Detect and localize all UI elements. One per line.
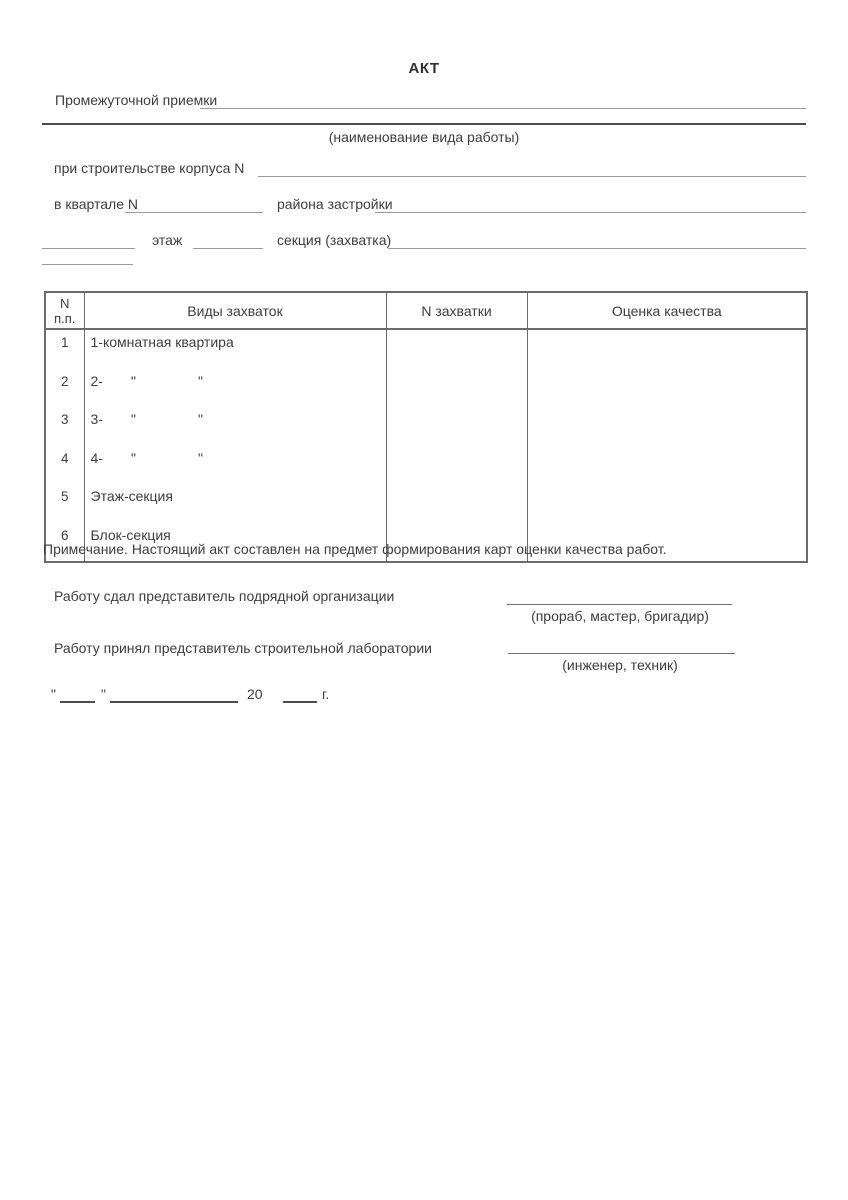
row-kind	[84, 329, 386, 369]
quarter-blank-line	[125, 212, 263, 213]
district-blank-line	[375, 212, 806, 213]
acceptance-table	[44, 291, 808, 563]
floor-number-blank-line	[42, 248, 135, 249]
building-blank-line	[258, 176, 806, 177]
row-kind-text: 1-комнатная квартира	[90, 334, 234, 350]
ditto-mark: "	[130, 411, 136, 427]
work-type-caption: (наименование вида работы)	[328, 129, 520, 145]
document-title: АКТ	[408, 60, 440, 77]
note-text: Примечание. Настоящий акт составлен на предмет формирования карт оценки качества работ.	[43, 541, 667, 557]
row-number: 5	[45, 484, 84, 523]
section-blank-line	[388, 248, 806, 249]
ditto-mark: "	[197, 372, 203, 389]
row-number: 6	[45, 523, 84, 563]
date-century-prefix: 20	[247, 686, 263, 702]
quarter-label: в квартале N	[54, 196, 138, 212]
floor-label: этаж	[152, 232, 183, 248]
date-year-suffix: г.	[322, 686, 330, 702]
acceptance-blank-line	[200, 108, 806, 109]
date-day-blank-line	[60, 701, 95, 703]
row-quality-cell	[527, 407, 807, 446]
table-row	[45, 407, 807, 446]
header-num-line2: п.п.	[54, 310, 76, 326]
ditto-mark: "	[197, 411, 203, 427]
row-zone-number-cell	[386, 329, 527, 369]
ditto-mark: "	[130, 372, 136, 389]
date-month-blank-line	[110, 701, 238, 703]
row-zone-number-cell	[386, 446, 527, 485]
work-type-blank-line	[42, 123, 806, 125]
header-num-line1: N	[60, 295, 70, 311]
date-year-blank-line	[283, 701, 317, 703]
row-number: 4	[45, 446, 84, 485]
row-kind	[84, 484, 386, 523]
row-kind-text: Этаж-секция	[90, 488, 173, 504]
row-kind-text: 3-	[90, 411, 103, 427]
row-number: 1	[45, 329, 84, 369]
row-kind	[84, 407, 386, 446]
row-quality-cell	[527, 369, 807, 408]
row-quality-cell	[527, 484, 807, 523]
acceptance-label: Промежуточной приемки	[55, 92, 218, 108]
table-row	[45, 329, 807, 369]
row-kind-text: 4-	[90, 449, 103, 466]
row-zone-number-cell	[386, 369, 527, 408]
section-label: секция (захватка)	[277, 232, 392, 248]
row-zone-number-cell	[386, 484, 527, 523]
district-label: района застройки	[277, 196, 393, 212]
row-kind-text: Блок-секция	[90, 526, 171, 543]
row-quality-cell	[527, 446, 807, 485]
row-zone-number-cell	[386, 407, 527, 446]
extra-blank-line	[42, 264, 133, 265]
row-number: 3	[45, 407, 84, 446]
row-kind-text: 2-	[90, 372, 103, 389]
header-zone-number: N захватки	[386, 292, 527, 329]
header-quality: Оценка качества	[527, 292, 807, 329]
row-kind	[84, 446, 386, 485]
ditto-mark: "	[197, 449, 203, 466]
table-header-row	[45, 292, 807, 329]
building-label: при строительстве корпуса N	[54, 160, 245, 176]
row-number: 2	[45, 369, 84, 408]
date-quote-close: "	[101, 686, 106, 702]
row-kind	[84, 369, 386, 408]
table-row	[45, 446, 807, 485]
date-quote-open: "	[51, 686, 56, 702]
laboratory-signature-caption: (инженер, техник)	[562, 657, 678, 673]
table-row	[45, 369, 807, 408]
header-kinds: Виды захваток	[84, 292, 386, 329]
contractor-signature-label: Работу сдал представитель подрядной организации	[54, 588, 395, 604]
section-number-blank-line	[193, 248, 263, 249]
row-quality-cell	[527, 329, 807, 369]
table-row	[45, 484, 807, 523]
header-num	[45, 292, 84, 329]
contractor-signature-line	[507, 604, 732, 605]
laboratory-signature-line	[508, 653, 735, 654]
ditto-mark: "	[130, 449, 136, 466]
contractor-signature-caption: (прораб, мастер, бригадир)	[531, 608, 709, 624]
laboratory-signature-label: Работу принял представитель строительной лаборатории	[54, 640, 432, 656]
